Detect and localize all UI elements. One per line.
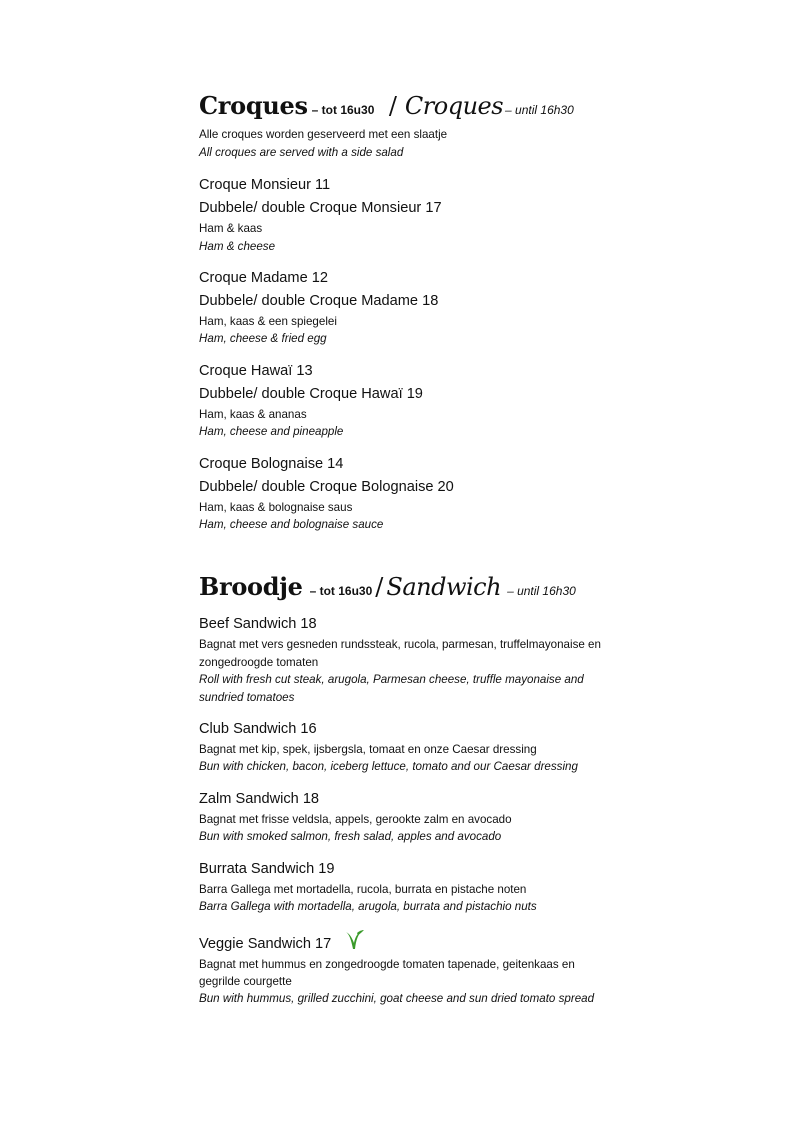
croques-title-en: Croques [404, 92, 504, 120]
item-name: Croque Madame 12 [199, 270, 328, 286]
menu-item-veggie-sandwich [199, 928, 619, 1008]
item-desc-nl: Ham, kaas & ananas [199, 407, 307, 421]
croques-section [199, 91, 619, 533]
item-name-row [199, 928, 619, 956]
croques-time-en: – until 16h30 [505, 103, 574, 117]
broodje-title-nl: Broodje [199, 572, 303, 602]
item-name: Club Sandwich 16 [199, 721, 317, 738]
menu-item-croque-bolognaise [199, 453, 619, 534]
broodje-time-nl: – tot 16u30 [309, 584, 373, 599]
broodje-title-separator: / [375, 573, 384, 602]
item-desc-en: Ham & cheese [199, 239, 276, 253]
croques-section-title [199, 91, 619, 120]
broodje-section-title [199, 572, 619, 602]
croques-note-nl: Alle croques worden geserveerd met een slaatje [199, 128, 448, 141]
item-desc-nl: Bagnat met vers gesneden rundssteak, rucola, parmesan, truffelmayonaise en zongedroogde tomaten [199, 638, 601, 669]
broodje-time-en: – until 16h30 [507, 584, 576, 599]
item-double: Dubbele/ double Croque Monsieur 17 [199, 200, 442, 217]
item-name: Zalm Sandwich 18 [199, 790, 320, 807]
item-name: Croque Hawaï 13 [199, 362, 313, 379]
item-desc-en: Barra Gallega with mortadella, arugola, burrata and pistachio nuts [199, 900, 537, 914]
menu-item-croque-monsieur [199, 174, 619, 255]
item-name: Burrata Sandwich 19 [199, 860, 335, 877]
item-desc-en: Ham, cheese & fried egg [199, 332, 327, 346]
item-desc-nl: Ham, kaas & bolognaise saus [199, 500, 353, 514]
item-desc-en: Ham, cheese and pineapple [199, 425, 344, 439]
item-desc-nl: Bagnat met frisse veldsla, appels, gerookte zalm en avocado [199, 812, 512, 826]
broodje-title-en: Sandwich [386, 573, 502, 602]
croques-title-separator: / [388, 92, 397, 120]
broodje-section [199, 572, 619, 1007]
item-name: Croque Monsieur 11 [199, 177, 331, 194]
item-name: Veggie Sandwich 17 [199, 935, 332, 952]
item-desc-nl: Barra Gallega met mortadella, rucola, burrata en pistache noten [199, 882, 527, 896]
item-desc-en: Bun with hummus, grilled zucchini, goat cheese and sun dried tomato spread [199, 992, 595, 1006]
item-desc-en: Ham, cheese and bolognaise sauce [199, 518, 384, 532]
item-desc-en: Bun with chicken, bacon, iceberg lettuce, tomato and our Caesar dressing [199, 760, 578, 774]
croques-time-nl: – tot 16u30 [311, 103, 375, 117]
menu-item-croque-madame [199, 267, 619, 348]
menu-item-club-sandwich [199, 718, 619, 776]
croques-title-nl: Croques [199, 91, 308, 120]
item-double: Dubbele/ double Croque Bolognaise 20 [199, 478, 454, 495]
item-desc-nl: Ham, kaas & een spiegelei [199, 315, 337, 328]
item-desc-en: Bun with smoked salmon, fresh salad, apples and avocado [199, 830, 502, 844]
menu-item-burrata-sandwich [199, 858, 619, 916]
item-name: Croque Bolognaise 14 [199, 455, 344, 472]
item-double: Dubbele/ double Croque Hawaï 19 [199, 385, 423, 402]
item-name: Beef Sandwich 18 [199, 616, 317, 633]
item-double: Dubbele/ double Croque Madame 18 [199, 293, 439, 309]
item-desc-nl: Bagnat met kip, spek, ijsbergsla, tomaat en onze Caesar dressing [199, 743, 537, 757]
item-desc-nl: Bagnat met hummus en zongedroogde tomaten tapenade, geitenkaas en gegrilde courgette [199, 957, 575, 988]
menu-item-croque-hawai [199, 360, 619, 441]
menu-item-zalm-sandwich [199, 788, 619, 846]
croques-note-en: All croques are served with a side salad [199, 145, 404, 159]
menu-page [199, 91, 619, 1008]
item-desc-nl: Ham & kaas [199, 222, 263, 236]
item-desc-en: Roll with fresh cut steak, arugola, Parmesan cheese, truffle mayonaise and sundried tomatoes [199, 673, 584, 704]
menu-item-beef-sandwich [199, 613, 619, 706]
vegetarian-leaf-icon [343, 928, 365, 952]
